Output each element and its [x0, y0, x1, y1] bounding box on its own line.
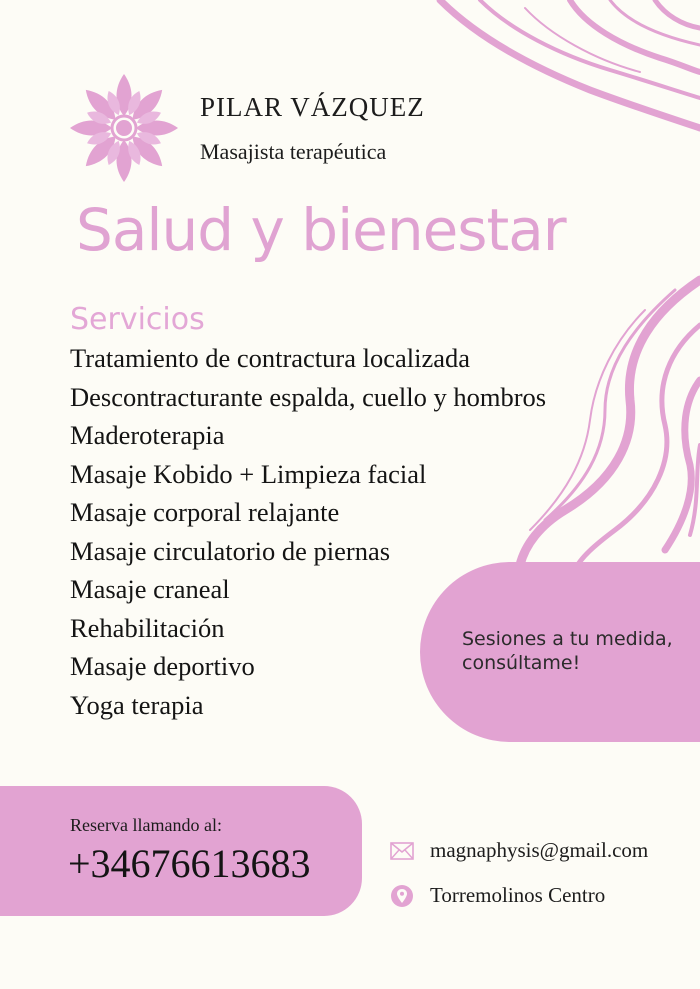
decorative-swirl-top: [420, 0, 700, 140]
headline: Salud y bienestar: [76, 196, 566, 264]
lotus-flower-icon: [68, 72, 180, 184]
envelope-icon: [390, 839, 414, 863]
service-item: Masaje Kobido + Limpieza facial: [70, 458, 427, 489]
services-title: Servicios: [70, 302, 205, 337]
therapist-name: PILAR VÁZQUEZ: [200, 92, 425, 122]
service-item: Masaje deportivo: [70, 651, 255, 681]
therapist-role: Masajista terapéutica: [200, 139, 387, 164]
service-item: Masaje circulatorio de piernas: [70, 535, 391, 566]
location-row: [390, 883, 605, 908]
callout-line-2: consúltame!: [462, 652, 581, 674]
service-item: Tratamiento de contractura localizada: [70, 343, 471, 373]
booking-label: Reserva llamando al:: [70, 815, 222, 835]
service-item: Yoga terapia: [70, 689, 204, 720]
service-item: Rehabilitación: [70, 612, 225, 643]
service-item: Maderoterapia: [70, 420, 225, 450]
service-item: Descontracturante espalda, cuello y hombros: [70, 381, 547, 412]
phone-number[interactable]: +34676613683: [68, 841, 311, 886]
callout-line-1: Sesiones a tu medida,: [462, 628, 673, 650]
email-address[interactable]: magnaphysis@gmail.com: [430, 838, 649, 862]
map-pin-icon: [390, 884, 414, 908]
callout-text: [462, 627, 673, 675]
service-item: Masaje corporal relajante: [70, 497, 340, 527]
service-item: Masaje craneal: [70, 574, 230, 604]
location-text: Torremolinos Centro: [430, 883, 606, 907]
email-row[interactable]: [390, 838, 648, 863]
